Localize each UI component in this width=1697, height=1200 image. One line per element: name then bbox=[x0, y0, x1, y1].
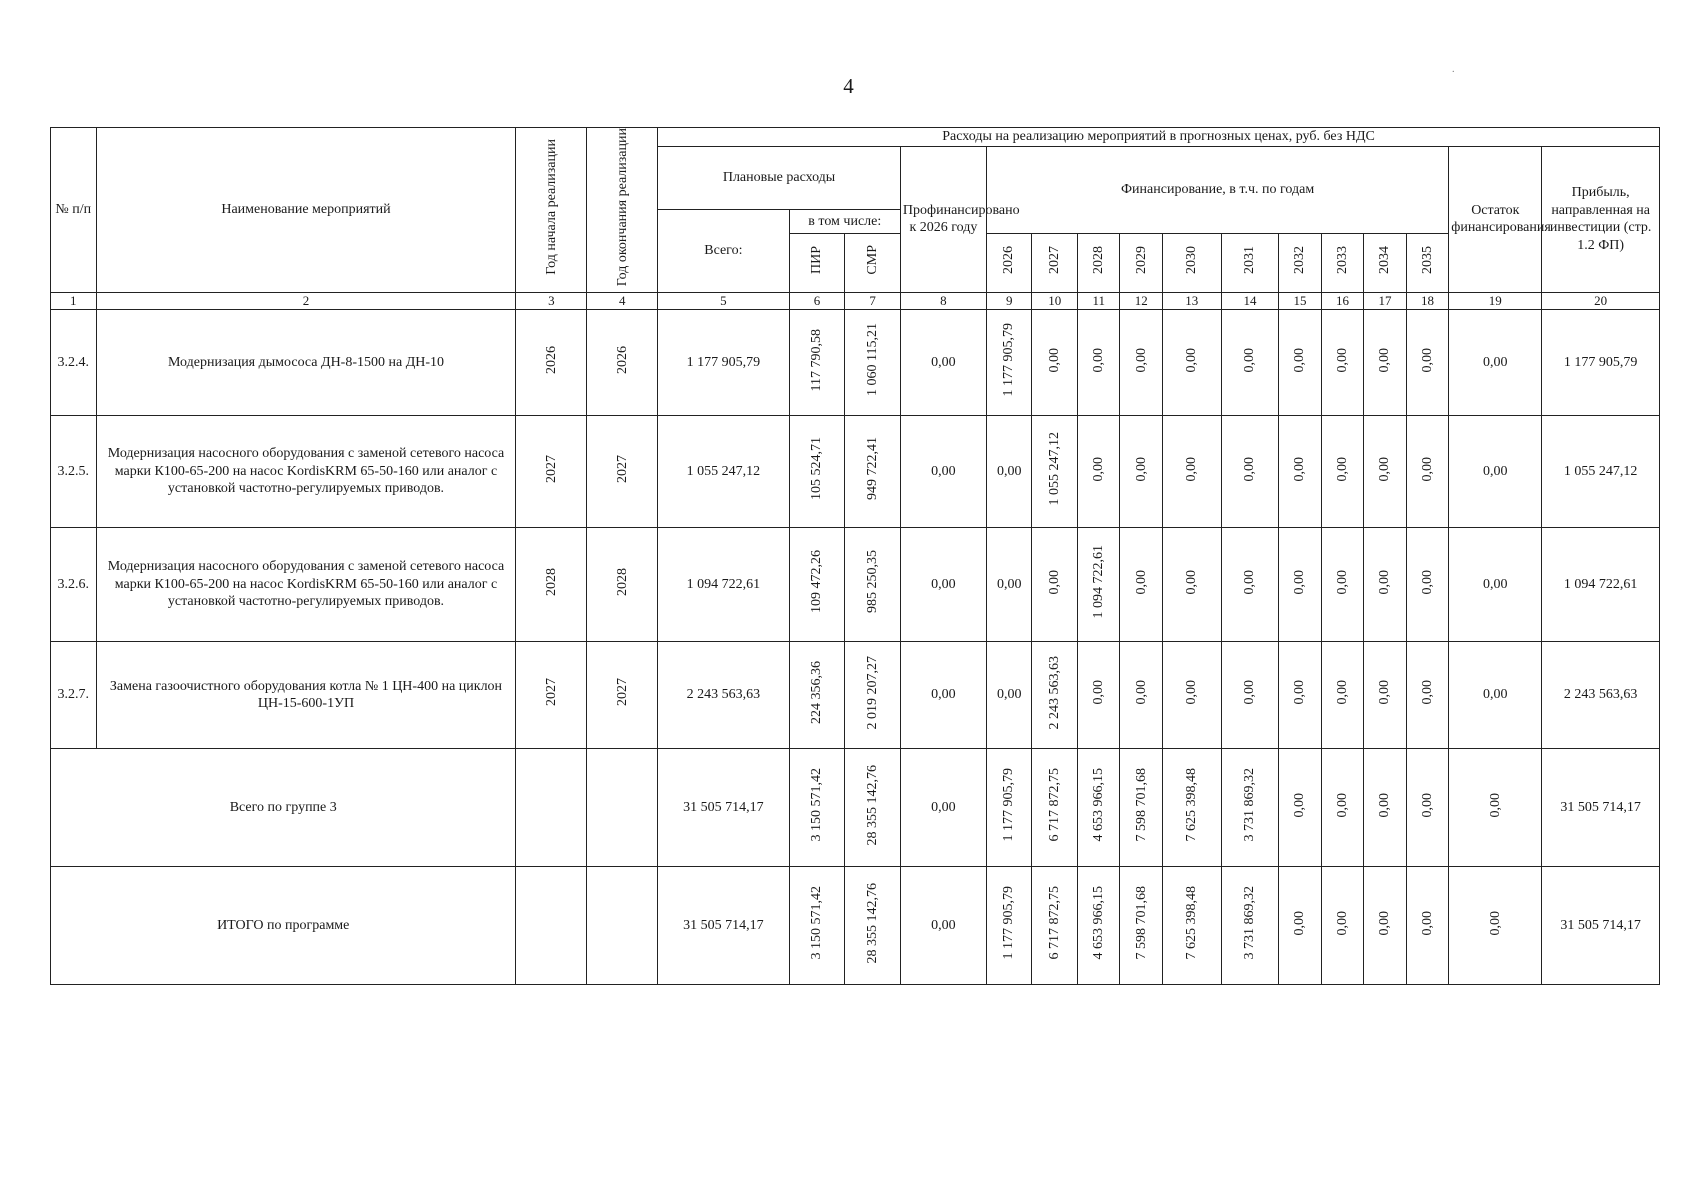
header-year-2027: 2027 bbox=[1032, 233, 1078, 292]
summary-prefinanced: 0,00 bbox=[900, 749, 986, 867]
summary-year-2034: 0,00 bbox=[1364, 749, 1406, 867]
year-value-2033: 0,00 bbox=[1321, 416, 1363, 528]
profit-value: 1 055 247,12 bbox=[1542, 416, 1660, 528]
column-number: 14 bbox=[1221, 292, 1279, 309]
activity-name: Замена газоочистного оборудования котла № 1 ЦН-400 на циклон ЦН-15-600-1УП bbox=[96, 642, 516, 749]
header-end-year: Год окончания реализации bbox=[587, 128, 658, 293]
summary-year-2030: 7 625 398,48 bbox=[1162, 749, 1221, 867]
remaining-value: 0,00 bbox=[1449, 642, 1542, 749]
header-smr: СМР bbox=[845, 233, 901, 292]
corner-mark: . bbox=[1452, 64, 1455, 75]
year-value-2033: 0,00 bbox=[1321, 310, 1363, 416]
year-value-2032: 0,00 bbox=[1279, 416, 1321, 528]
header-year-2026: 2026 bbox=[986, 233, 1032, 292]
header-financing: Финансирование, в т.ч. по годам bbox=[986, 147, 1448, 234]
pir-cost: 105 524,71 bbox=[789, 416, 845, 528]
profit-value: 2 243 563,63 bbox=[1542, 642, 1660, 749]
column-numbers-row bbox=[51, 292, 1660, 309]
header-year-2034: 2034 bbox=[1364, 233, 1406, 292]
summary-profit: 31 505 714,17 bbox=[1542, 749, 1660, 867]
year-value-2031: 0,00 bbox=[1221, 416, 1279, 528]
end-year: 2028 bbox=[587, 528, 658, 642]
year-value-2030: 0,00 bbox=[1162, 642, 1221, 749]
empty-cell bbox=[516, 749, 587, 867]
total-cost: 2 243 563,63 bbox=[658, 642, 790, 749]
column-number: 12 bbox=[1120, 292, 1162, 309]
summary-remaining: 0,00 bbox=[1449, 867, 1542, 985]
year-value-2034: 0,00 bbox=[1364, 528, 1406, 642]
page-number: 4 bbox=[843, 74, 854, 98]
header-profit: Прибыль, направленная на инвестиции (стр. 1.2 ФП) bbox=[1542, 147, 1660, 293]
column-number: 17 bbox=[1364, 292, 1406, 309]
header-year-2035: 2035 bbox=[1406, 233, 1448, 292]
year-value-2031: 0,00 bbox=[1221, 528, 1279, 642]
start-year: 2028 bbox=[516, 528, 587, 642]
year-value-2031: 0,00 bbox=[1221, 642, 1279, 749]
column-number: 15 bbox=[1279, 292, 1321, 309]
table-row bbox=[51, 528, 1660, 642]
summary-year-2028: 4 653 966,15 bbox=[1077, 867, 1119, 985]
summary-prefinanced: 0,00 bbox=[900, 867, 986, 985]
header-year-2028: 2028 bbox=[1077, 233, 1119, 292]
year-value-2032: 0,00 bbox=[1279, 642, 1321, 749]
year-value-2028: 0,00 bbox=[1077, 416, 1119, 528]
summary-year-2028: 4 653 966,15 bbox=[1077, 749, 1119, 867]
year-value-2030: 0,00 bbox=[1162, 528, 1221, 642]
year-value-2029: 0,00 bbox=[1120, 528, 1162, 642]
end-year: 2026 bbox=[587, 310, 658, 416]
smr-cost: 949 722,41 bbox=[845, 416, 901, 528]
summary-total: 31 505 714,17 bbox=[658, 749, 790, 867]
column-number: 6 bbox=[789, 292, 845, 309]
summary-year-2026: 1 177 905,79 bbox=[986, 867, 1032, 985]
empty-cell bbox=[587, 867, 658, 985]
year-value-2028: 1 094 722,61 bbox=[1077, 528, 1119, 642]
activity-name: Модернизация насосного оборудования с заменой сетевого насоса марки К100-65-200 на насос KordisKRM 65-50-160 или аналог с установкой частотно-регулируемых приводов. bbox=[96, 528, 516, 642]
summary-year-2029: 7 598 701,68 bbox=[1120, 749, 1162, 867]
summary-profit: 31 505 714,17 bbox=[1542, 867, 1660, 985]
header-year-2031: 2031 bbox=[1221, 233, 1279, 292]
column-number: 16 bbox=[1321, 292, 1363, 309]
year-value-2030: 0,00 bbox=[1162, 310, 1221, 416]
pir-cost: 109 472,26 bbox=[789, 528, 845, 642]
year-value-2034: 0,00 bbox=[1364, 416, 1406, 528]
column-number: 19 bbox=[1449, 292, 1542, 309]
smr-cost: 1 060 115,21 bbox=[845, 310, 901, 416]
summary-year-2035: 0,00 bbox=[1406, 749, 1448, 867]
end-year: 2027 bbox=[587, 642, 658, 749]
year-value-2026: 1 177 905,79 bbox=[986, 310, 1032, 416]
pir-cost: 224 356,36 bbox=[789, 642, 845, 749]
summary-year-2033: 0,00 bbox=[1321, 867, 1363, 985]
summary-label: Всего по группе 3 bbox=[51, 749, 516, 867]
start-year: 2027 bbox=[516, 642, 587, 749]
summary-year-2035: 0,00 bbox=[1406, 867, 1448, 985]
start-year: 2027 bbox=[516, 416, 587, 528]
remaining-value: 0,00 bbox=[1449, 310, 1542, 416]
summary-year-2032: 0,00 bbox=[1279, 867, 1321, 985]
remaining-value: 0,00 bbox=[1449, 416, 1542, 528]
row-number: 3.2.4. bbox=[51, 310, 97, 416]
summary-year-2027: 6 717 872,75 bbox=[1032, 749, 1078, 867]
summary-year-2029: 7 598 701,68 bbox=[1120, 867, 1162, 985]
summary-smr: 28 355 142,76 bbox=[845, 867, 901, 985]
end-year: 2027 bbox=[587, 416, 658, 528]
year-value-2033: 0,00 bbox=[1321, 528, 1363, 642]
table-row bbox=[51, 310, 1660, 416]
year-value-2030: 0,00 bbox=[1162, 416, 1221, 528]
year-value-2027: 2 243 563,63 bbox=[1032, 642, 1078, 749]
header-year-2032: 2032 bbox=[1279, 233, 1321, 292]
summary-pir: 3 150 571,42 bbox=[789, 867, 845, 985]
summary-year-2027: 6 717 872,75 bbox=[1032, 867, 1078, 985]
header-name: Наименование мероприятий bbox=[96, 128, 516, 293]
column-number: 8 bbox=[900, 292, 986, 309]
year-value-2035: 0,00 bbox=[1406, 416, 1448, 528]
investment-program-table bbox=[50, 127, 1660, 985]
header-prefinanced: Профинансировано к 2026 году bbox=[900, 147, 986, 293]
total-cost: 1 094 722,61 bbox=[658, 528, 790, 642]
smr-cost: 2 019 207,27 bbox=[845, 642, 901, 749]
header-year-2033: 2033 bbox=[1321, 233, 1363, 292]
table-row bbox=[51, 416, 1660, 528]
table-row bbox=[51, 642, 1660, 749]
summary-row bbox=[51, 749, 1660, 867]
header-planned: Плановые расходы bbox=[658, 147, 901, 210]
summary-row bbox=[51, 867, 1660, 985]
summary-year-2031: 3 731 869,32 bbox=[1221, 867, 1279, 985]
pir-cost: 117 790,58 bbox=[789, 310, 845, 416]
prefinanced-value: 0,00 bbox=[900, 642, 986, 749]
header-expenses-title: Расходы на реализацию мероприятий в прогнозных ценах, руб. без НДС bbox=[658, 128, 1660, 147]
summary-pir: 3 150 571,42 bbox=[789, 749, 845, 867]
column-number: 1 bbox=[51, 292, 97, 309]
row-number: 3.2.6. bbox=[51, 528, 97, 642]
year-value-2035: 0,00 bbox=[1406, 310, 1448, 416]
year-value-2027: 0,00 bbox=[1032, 528, 1078, 642]
summary-year-2031: 3 731 869,32 bbox=[1221, 749, 1279, 867]
summary-label: ИТОГО по программе bbox=[51, 867, 516, 985]
year-value-2026: 0,00 bbox=[986, 642, 1032, 749]
year-value-2035: 0,00 bbox=[1406, 528, 1448, 642]
activity-name: Модернизация насосного оборудования с заменой сетевого насоса марки К100-65-200 на насос KordisKRM 65-50-160 или аналог с установкой частотно-регулируемых приводов. bbox=[96, 416, 516, 528]
summary-year-2032: 0,00 bbox=[1279, 749, 1321, 867]
year-value-2034: 0,00 bbox=[1364, 642, 1406, 749]
year-value-2028: 0,00 bbox=[1077, 642, 1119, 749]
header-year-2029: 2029 bbox=[1120, 233, 1162, 292]
year-value-2028: 0,00 bbox=[1077, 310, 1119, 416]
year-value-2027: 0,00 bbox=[1032, 310, 1078, 416]
year-value-2026: 0,00 bbox=[986, 416, 1032, 528]
smr-cost: 985 250,35 bbox=[845, 528, 901, 642]
profit-value: 1 094 722,61 bbox=[1542, 528, 1660, 642]
column-number: 18 bbox=[1406, 292, 1448, 309]
prefinanced-value: 0,00 bbox=[900, 528, 986, 642]
column-number: 7 bbox=[845, 292, 901, 309]
header-including: в том числе: bbox=[789, 210, 900, 234]
summary-year-2033: 0,00 bbox=[1321, 749, 1363, 867]
year-value-2031: 0,00 bbox=[1221, 310, 1279, 416]
empty-cell bbox=[587, 749, 658, 867]
column-number: 11 bbox=[1077, 292, 1119, 309]
start-year: 2026 bbox=[516, 310, 587, 416]
prefinanced-value: 0,00 bbox=[900, 416, 986, 528]
header-number: № п/п bbox=[51, 128, 97, 293]
header-pir: ПИР bbox=[789, 233, 845, 292]
column-number: 3 bbox=[516, 292, 587, 309]
year-value-2032: 0,00 bbox=[1279, 310, 1321, 416]
column-number: 9 bbox=[986, 292, 1032, 309]
summary-total: 31 505 714,17 bbox=[658, 867, 790, 985]
remaining-value: 0,00 bbox=[1449, 528, 1542, 642]
summary-year-2030: 7 625 398,48 bbox=[1162, 867, 1221, 985]
year-value-2032: 0,00 bbox=[1279, 528, 1321, 642]
header-year-2030: 2030 bbox=[1162, 233, 1221, 292]
column-number: 10 bbox=[1032, 292, 1078, 309]
summary-remaining: 0,00 bbox=[1449, 749, 1542, 867]
profit-value: 1 177 905,79 bbox=[1542, 310, 1660, 416]
year-value-2029: 0,00 bbox=[1120, 416, 1162, 528]
year-value-2029: 0,00 bbox=[1120, 642, 1162, 749]
year-value-2026: 0,00 bbox=[986, 528, 1032, 642]
header-total: Всего: bbox=[658, 210, 790, 293]
summary-year-2026: 1 177 905,79 bbox=[986, 749, 1032, 867]
column-number: 5 bbox=[658, 292, 790, 309]
column-number: 13 bbox=[1162, 292, 1221, 309]
header-remaining: Остаток финансирования bbox=[1449, 147, 1542, 293]
column-number: 20 bbox=[1542, 292, 1660, 309]
summary-smr: 28 355 142,76 bbox=[845, 749, 901, 867]
header-start-year: Год начала реализации bbox=[516, 128, 587, 293]
row-number: 3.2.5. bbox=[51, 416, 97, 528]
year-value-2033: 0,00 bbox=[1321, 642, 1363, 749]
year-value-2035: 0,00 bbox=[1406, 642, 1448, 749]
year-value-2029: 0,00 bbox=[1120, 310, 1162, 416]
total-cost: 1 055 247,12 bbox=[658, 416, 790, 528]
prefinanced-value: 0,00 bbox=[900, 310, 986, 416]
column-number: 4 bbox=[587, 292, 658, 309]
summary-year-2034: 0,00 bbox=[1364, 867, 1406, 985]
row-number: 3.2.7. bbox=[51, 642, 97, 749]
empty-cell bbox=[516, 867, 587, 985]
activity-name: Модернизация дымососа ДН-8-1500 на ДН-10 bbox=[96, 310, 516, 416]
year-value-2034: 0,00 bbox=[1364, 310, 1406, 416]
year-value-2027: 1 055 247,12 bbox=[1032, 416, 1078, 528]
total-cost: 1 177 905,79 bbox=[658, 310, 790, 416]
column-number: 2 bbox=[96, 292, 516, 309]
